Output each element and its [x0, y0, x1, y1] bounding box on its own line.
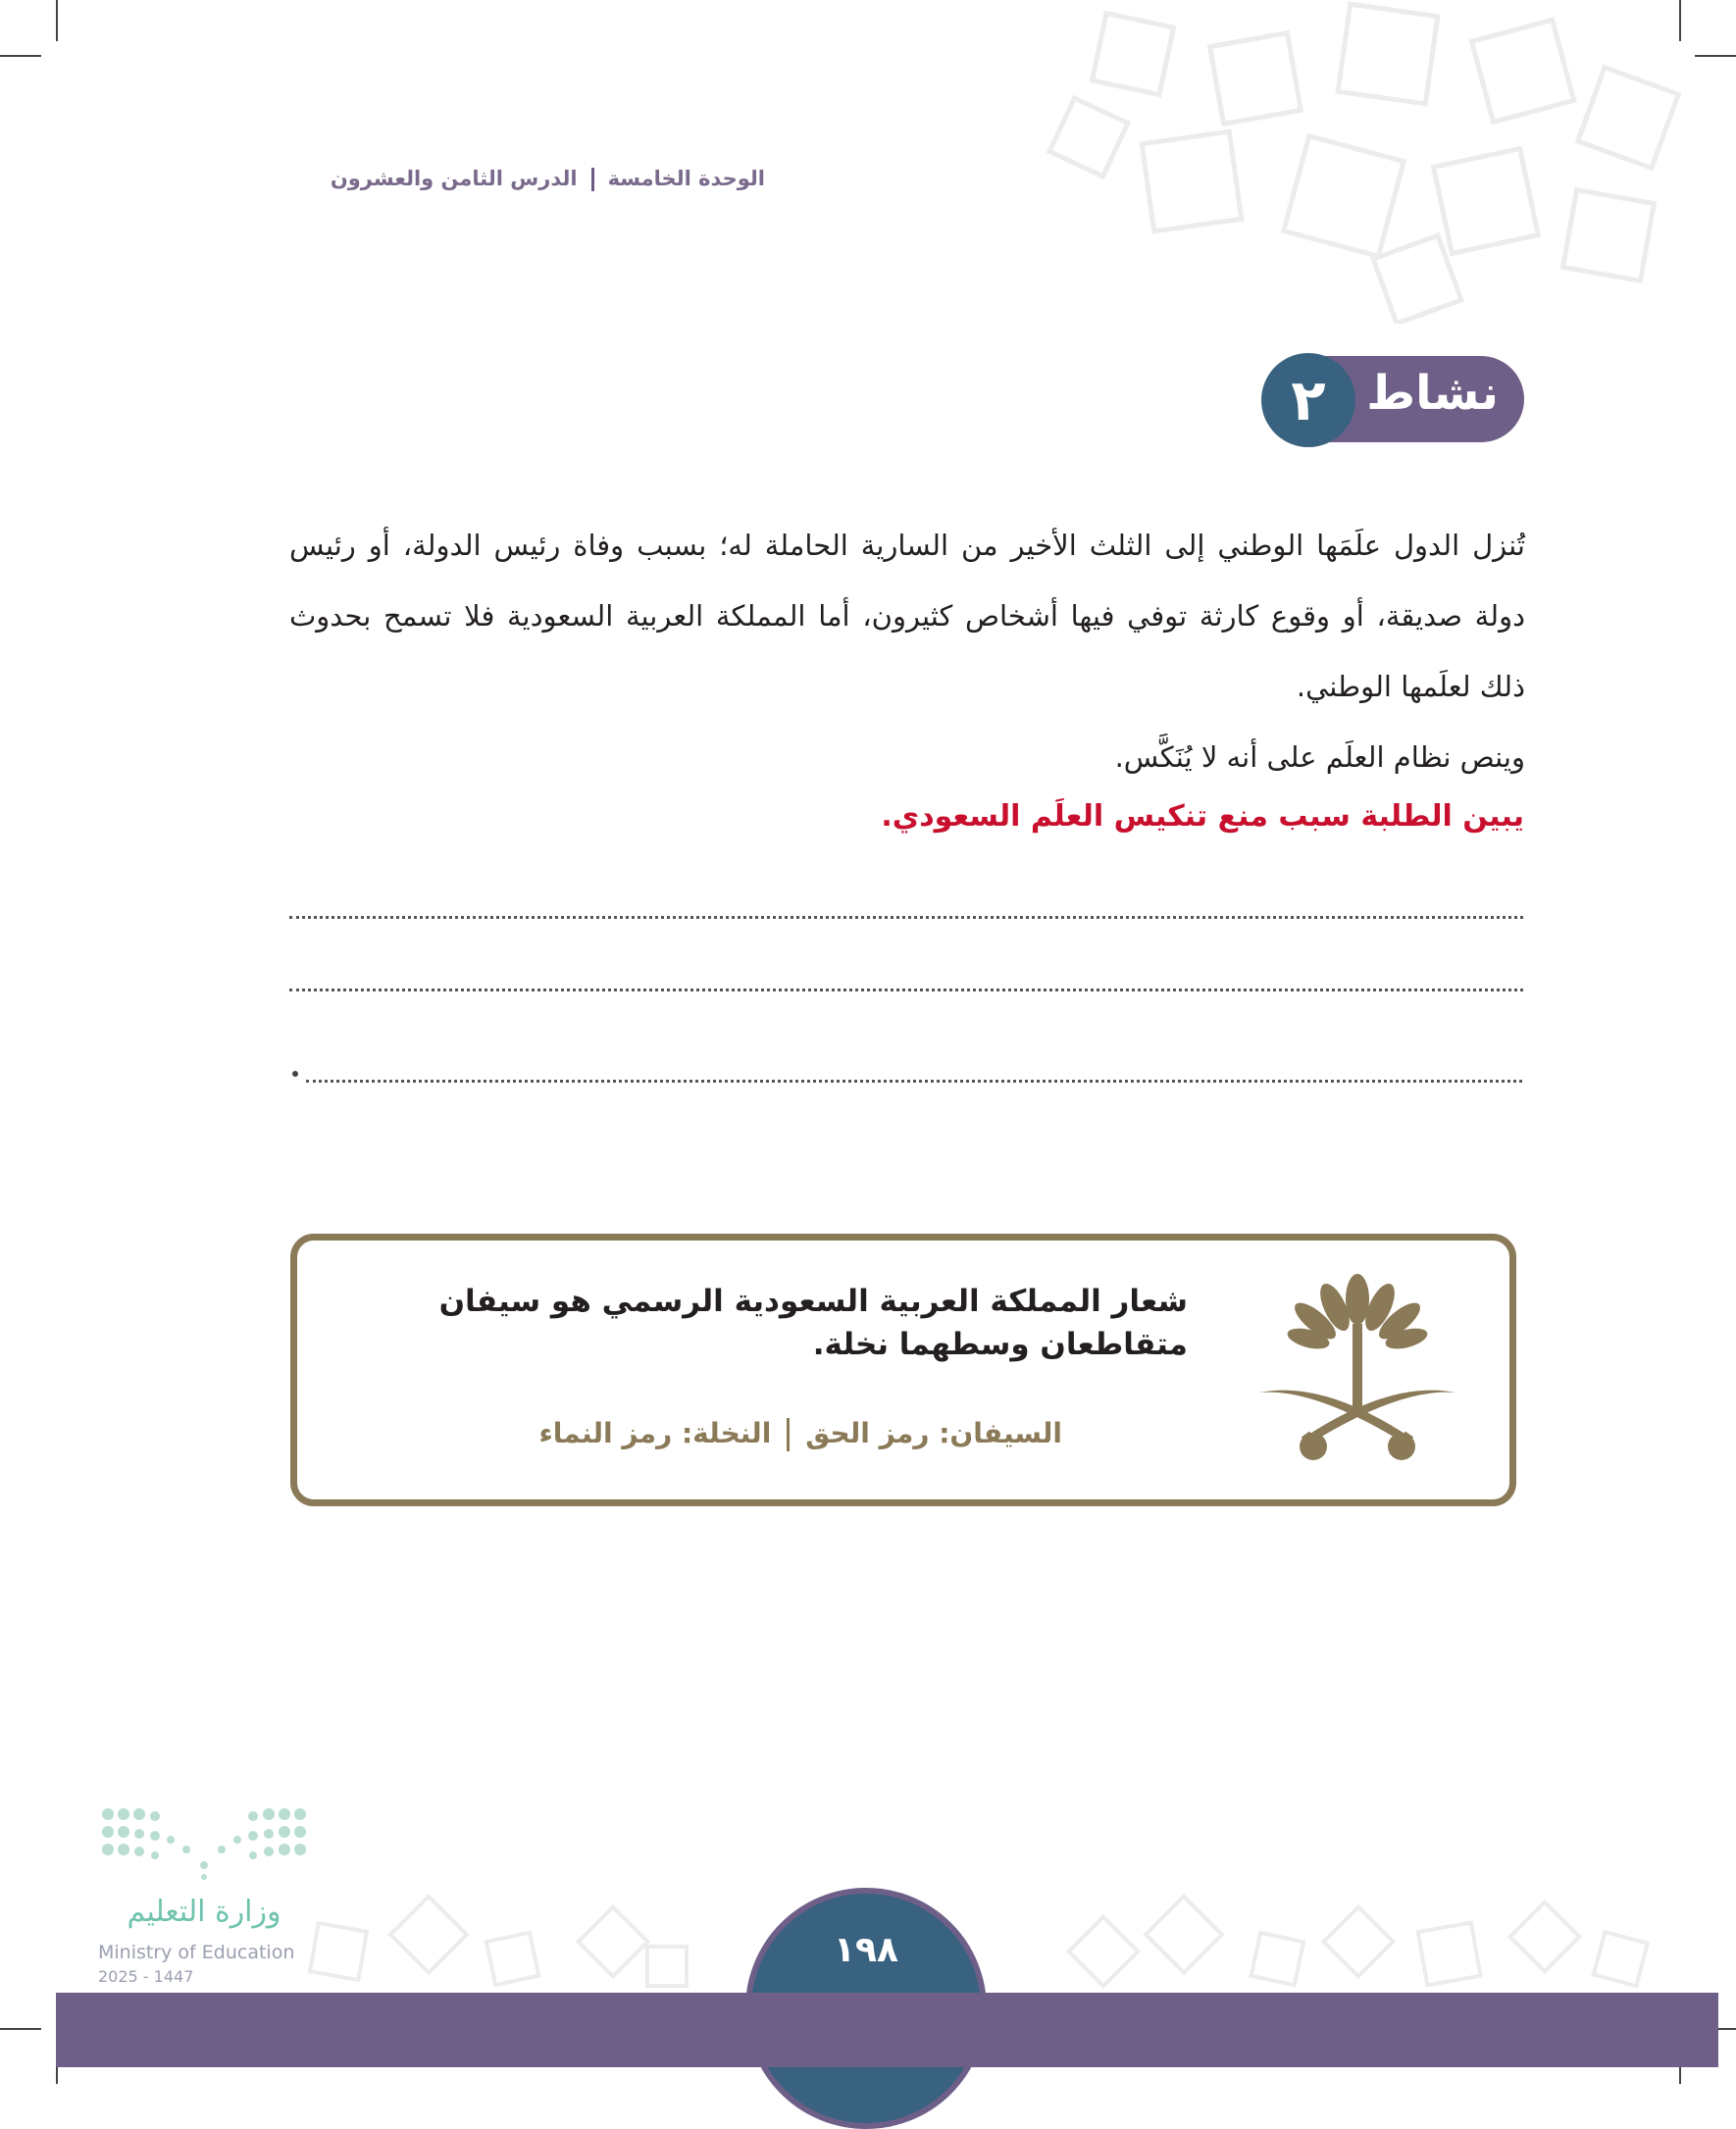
- activity-paragraph: [289, 510, 1525, 792]
- paragraph-text: تُنزل الدول علَمَها الوطني إلى الثلث الأخير من السارية الحاملة له؛ بسبب وفاة رئيس الدولة، أو رئيس دولة صديقة، أو وقوع كارثة توفي فيها أشخاص كثيرون، أما المملكة العربية السعودية فلا تسمح بحدوث ذلك لعلَمها الوطني.: [289, 529, 1525, 703]
- ministry-dots-icon: [98, 1804, 310, 1883]
- decorative-pattern: [1020, 0, 1697, 324]
- activity-label: نشاط: [1366, 366, 1499, 421]
- edition-year: 2025 - 1447: [98, 1967, 194, 1986]
- answer-line-2[interactable]: [289, 988, 1523, 991]
- activity-badge: [1261, 353, 1524, 447]
- task-instruction: يبين الطلبة سبب منع تنكيس العلَم السعودي.: [881, 799, 1524, 834]
- ministry-name-ar: وزارة التعليم: [127, 1895, 281, 1929]
- saudi-emblem-icon: [1254, 1270, 1460, 1476]
- lesson-label: الدرس الثامن والعشرون: [330, 167, 578, 190]
- crop-mark: [0, 2028, 41, 2030]
- footer-band: [56, 1993, 1718, 2067]
- answer-line-3[interactable]: [306, 1080, 1522, 1083]
- answer-line-1[interactable]: [289, 916, 1523, 919]
- crop-mark: [0, 55, 41, 57]
- header-separator: [591, 168, 594, 191]
- symbols-separator: [787, 1418, 790, 1451]
- paragraph-text-2: وينص نظام العلَم على أنه لا يُنَكَّس.: [1114, 740, 1525, 774]
- swords-meaning: السيفان: رمز الحق: [805, 1417, 1062, 1449]
- crop-mark: [1695, 55, 1736, 57]
- page-number: ١٩٨: [834, 1930, 898, 1970]
- palm-meaning: النخلة: رمز النماء: [538, 1417, 772, 1449]
- emblem-description: شعار المملكة العربية السعودية الرسمي هو سيفان متقاطعان وسطهما نخلة.: [438, 1284, 1188, 1362]
- emblem-symbols: [538, 1417, 1062, 1451]
- activity-number: ٢: [1261, 353, 1355, 447]
- unit-label: الوحدة الخامسة: [607, 167, 765, 190]
- decorative-pattern: [294, 1868, 1716, 1991]
- running-header: [331, 167, 765, 191]
- crop-mark: [56, 0, 58, 41]
- answer-end-dot: [292, 1071, 298, 1077]
- ministry-name-en: Ministry of Education: [98, 1942, 295, 1963]
- emblem-info-box: [290, 1234, 1516, 1506]
- ministry-logo: [98, 1804, 324, 1991]
